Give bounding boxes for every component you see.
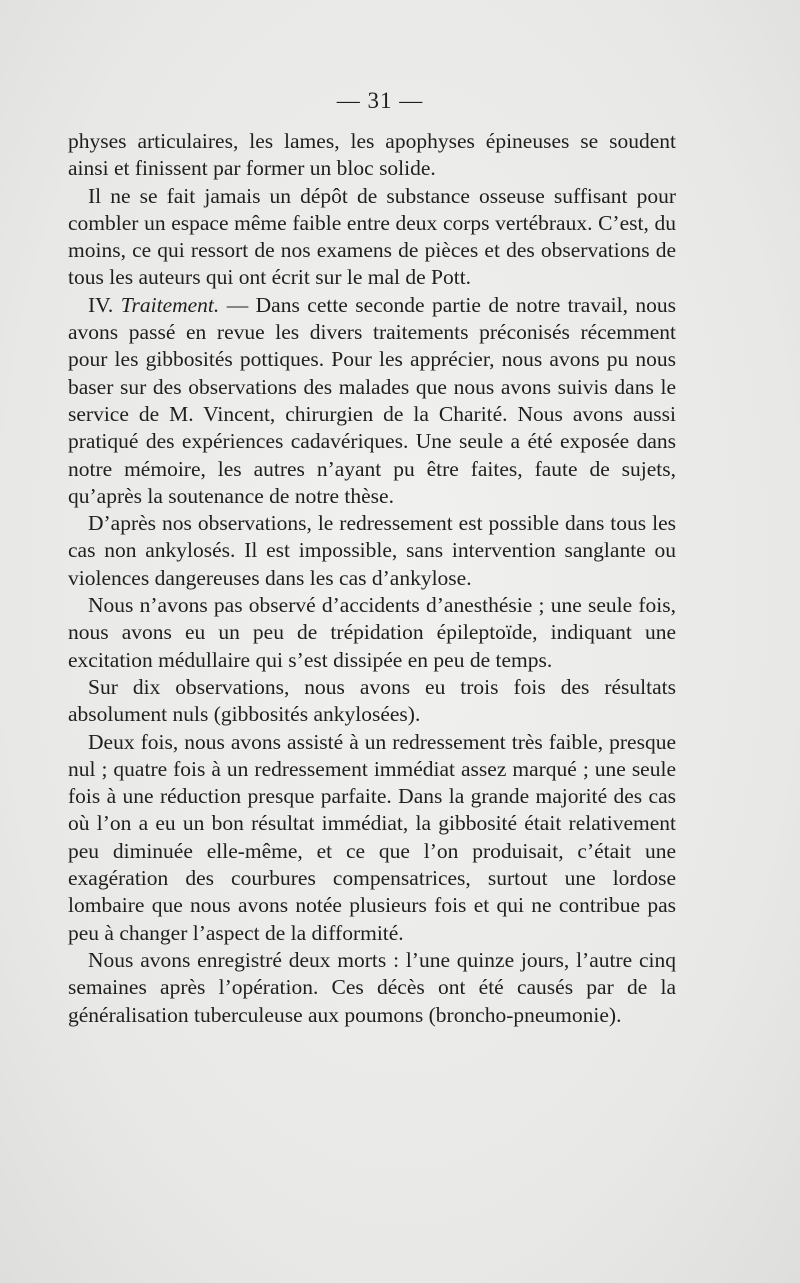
paragraph-redressement: Deux fois, nous avons assisté à un redressement très faible, presque nul ; quatre fois à un redressement immédiat assez marqué ; une seule fois à une réduction presque parfaite. Dans la grande majorité des cas où l’on a eu un bon résultat immédiat, la gibbosité était relativement peu diminuée elle-même, et ce que l’on produisait, c’était une exagération des courbures compensatrices, surtout une lordose lombaire que nous avons notée plusieurs fois et qui ne contribue pas peu à changer l’aspect de la difformité.: [68, 729, 676, 945]
body-text: [68, 128, 676, 1029]
paragraph-results: Sur dix observations, nous avons eu trois fois des résultats absolument nuls (gibbosités ankylosées).: [68, 674, 676, 727]
paragraph-vertebral-deposit: Il ne se fait jamais un dépôt de substance osseuse suffisant pour combler un espace même faible entre deux corps vertébraux. C’est, du moins, ce qui ressort de nos examens de pièces et des observations de tous les auteurs qui ont écrit sur le mal de Pott.: [68, 183, 676, 290]
paragraph-deaths: Nous avons enregistré deux morts : l’une quinze jours, l’autre cinq semaines après l’opération. Ces décès ont été causés par de la généralisation tuberculeuse aux poumons (broncho-pneumonie).: [68, 947, 676, 1027]
paragraph-treatment: [68, 292, 676, 510]
page-number: — 31 —: [336, 88, 424, 113]
paragraph-observations: D’après nos observations, le redressement est possible dans tous les cas non ankylosés. Il est impossible, sans intervention sanglante ou violences dangereuses dans les cas d’ankylose.: [68, 511, 676, 590]
section-number: IV.: [88, 292, 114, 317]
section-heading: Traitement.: [120, 292, 220, 317]
paragraph-continuation: physes articulaires, les lames, les apophyses épineuses se soudent ainsi et finissent par former un bloc solide.: [68, 129, 676, 181]
paragraph-treatment-text: — Dans cette seconde partie de notre travail, nous avons passé en revue les divers traitements préconisés récemment pour les gibbosités pottiques. Pour les apprécier, nous avons pu nous baser sur des observations des malades que nous avons suivis dans le service de M. Vincent, chirurgien de la Charité. Nous avons aussi pratiqué des expériences cadavériques. Une seule a été exposée dans notre mémoire, les autres n’ayant pu être faites, faute de sujets, qu’après la soutenance de notre thèse.: [68, 292, 677, 508]
paragraph-anesthesia: Nous n’avons pas observé d’accidents d’anesthésie ; une seule fois, nous avons eu un peu de trépidation épileptoïde, indiquant une excitation médullaire qui s’est dissipée en peu de temps.: [68, 593, 676, 672]
